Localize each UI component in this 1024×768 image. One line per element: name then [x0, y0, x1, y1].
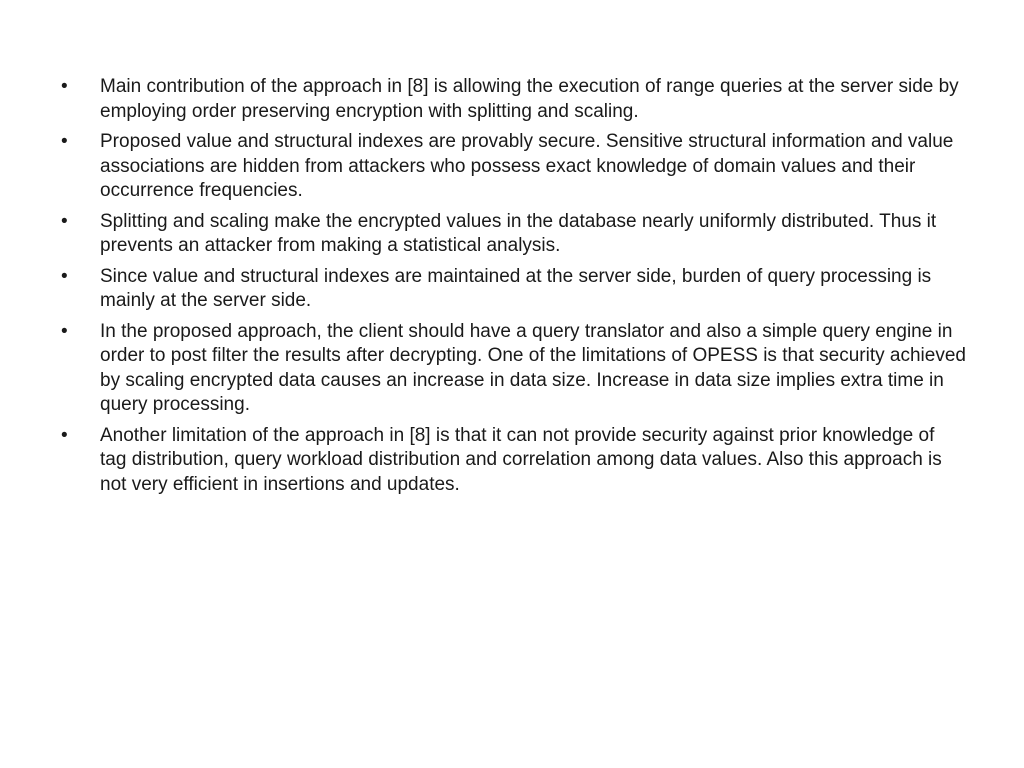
- bullet-point-icon: •: [61, 131, 68, 152]
- bullet-item-1: [61, 75, 966, 124]
- bullet-item-4: [61, 265, 966, 314]
- bullet-item-5: [61, 320, 966, 418]
- bullet-text-2: Proposed value and structural indexes are provably secure. Sensitive structural information and value associations are hidden from attackers who possess exact knowledge of domain values and their occurrence frequencies.: [100, 131, 954, 201]
- bullet-text-3: Splitting and scaling make the encrypted values in the database nearly uniformly distributed. Thus it prevents an attacker from making a statistical analysis.: [100, 210, 937, 256]
- bullet-text-5: In the proposed approach, the client should have a query translator and also a simple query engine in order to post filter the results after decrypting. One of the limitations of OPESS is that security achieved by scaling encrypted data causes an increase in data size. Increase in data size implies extra time in query processing.: [100, 320, 966, 415]
- bullet-item-3: [61, 210, 966, 259]
- bullet-item-6: [61, 424, 966, 498]
- bullet-list: [61, 75, 966, 503]
- bullet-point-icon: •: [61, 320, 68, 342]
- bullet-point-icon: •: [61, 76, 68, 97]
- bullet-item-2: [61, 130, 966, 204]
- bullet-point-icon: •: [61, 210, 68, 232]
- bullet-text-6: Another limitation of the approach in [8] is that it can not provide security against prior knowledge of tag distribution, query workload distribution and correlation among data values. Also this approach is not very efficient in insertions and updates.: [100, 424, 942, 495]
- bullet-point-icon: •: [61, 265, 68, 287]
- bullet-text-4: Since value and structural indexes are maintained at the server side, burden of query processing is mainly at the server side.: [100, 265, 932, 311]
- bullet-text-1: Main contribution of the approach in [8] is allowing the execution of range queries at the server side by employing order preserving encryption with splitting and scaling.: [100, 76, 959, 122]
- bullet-point-icon: •: [61, 424, 68, 446]
